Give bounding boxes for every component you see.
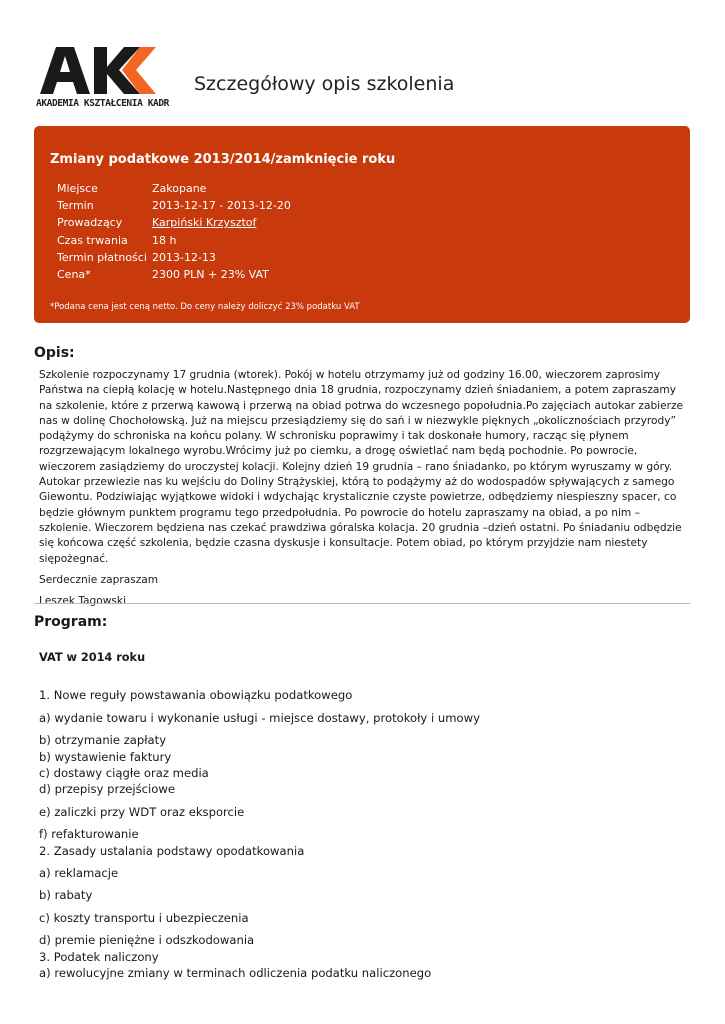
detail-value bbox=[152, 214, 291, 231]
program-item: c) koszty transportu i ubezpieczenia bbox=[39, 910, 249, 925]
program-item: a) wydanie towaru i wykonanie usługi - miejsce dostawy, protokoły i umowy bbox=[39, 710, 480, 725]
detail-label: Termin płatności bbox=[57, 250, 147, 264]
detail-row-location bbox=[57, 180, 291, 197]
program-item: 3. Podatek naliczony bbox=[39, 949, 159, 964]
program-item: b) wystawienie faktury bbox=[39, 749, 172, 764]
program-item: c) dostawy ciągłe oraz media bbox=[39, 766, 209, 781]
price-note: *Podana cena jest ceną netto. Do ceny należy doliczyć 23% podatku VAT bbox=[50, 302, 360, 312]
instructor-link[interactable]: Karpiński Krzysztof bbox=[152, 216, 257, 230]
program-subtitle: VAT w 2014 roku bbox=[39, 651, 146, 664]
course-info-card bbox=[34, 126, 690, 323]
program-item: 2. Zasady ustalania podstawy opodatkowania bbox=[39, 843, 305, 858]
detail-value: 2013-12-17 - 2013-12-20 bbox=[152, 199, 291, 213]
program-heading: Program: bbox=[34, 614, 108, 630]
program-item: e) zaliczki przy WDT oraz eksporcie bbox=[39, 804, 245, 819]
description-closing: Serdecznie zapraszam bbox=[39, 573, 159, 586]
description-signature: Leszek Tagowski bbox=[39, 595, 127, 608]
detail-label: Czas trwania bbox=[57, 233, 128, 247]
detail-row-dates bbox=[57, 197, 291, 214]
akk-logo bbox=[36, 44, 176, 114]
detail-value: 2013-12-13 bbox=[152, 250, 216, 264]
detail-value: Zakopane bbox=[152, 182, 207, 196]
detail-label: Miejsce bbox=[57, 182, 98, 196]
detail-label: Cena* bbox=[57, 268, 91, 282]
program-item: b) rabaty bbox=[39, 888, 93, 903]
page-header bbox=[36, 44, 696, 114]
program-item: d) premie pieniężne i odszkodowania bbox=[39, 933, 255, 948]
logo-subtitle: AKADEMIA KSZTAŁCENIA KADR bbox=[36, 98, 169, 109]
description-heading: Opis: bbox=[34, 345, 75, 361]
section-divider bbox=[34, 603, 690, 604]
description-body: Szkolenie rozpoczynamy 17 grudnia (wtorek). Pokój w hotelu otrzymamy już od godziny 16.00, wieczorem zaprosimy Państwa na ciepłą kolację w hotelu.Następnego dnia 18 grudnia, rozpoczynamy dzień śniadaniem, a potem zapraszamy na szkolenie, które z przerwą kawową i przerwą na obiad potrwa do wczesnego popołudnia.Po zajęciach autokar zabierze nas w dolinę Chochołowską. Już na miejscu przesiądziemy się do sań i w niezwykle pięknych „okolicznościach przyrody” podążymy do schroniska na końcu polany. W schronisku poprawimy i tak doskonałe humory, racząc się płynem rozgrzewającym lokalnego wyrobu.Wrócimy już po ciemku, a drogę oświetlać nam będą pochodnie. Po powrocie, wieczorem zasiądziemy do uroczystej kolacji. Kolejny dzień 19 grudnia – rano śniadanko, po którym wyruszamy w góry. Autokar przewiezie nas ku wejściu do Doliny Strążyskiej, którą to podążymy aż do wodospadów spływających z samego Giewontu. Podziwiając wyjątkowe widoki i wdychając krystalicznie czyste powietrze, odbędziemy niespieszny spacer, co będzie głównym punktem programu tego przedpołudnia. Po powrocie do hotelu zapraszamy na obiad, a po nim – szkolenie. Wieczorem będziena nas czekać prawdziwa góralska kolacja. 20 grudnia –dzień ostatni. Po śniadaniu odbędzie się końcowa część szkolenia, będzie czasna dyskusje i konsultacje. Potem obiad, po którym przyjdzie nam niestety siępożegnać. bbox=[39, 369, 684, 565]
description-section bbox=[39, 368, 687, 615]
program-item: 1. Nowe reguły powstawania obowiązku podatkowego bbox=[39, 688, 353, 703]
program-item: f) refakturowanie bbox=[39, 827, 139, 842]
course-details-table bbox=[57, 180, 291, 283]
akk-logo-mark bbox=[36, 44, 171, 96]
page-title: Szczegółowy opis szkolenia bbox=[194, 73, 455, 95]
detail-row-payment-deadline bbox=[57, 249, 291, 266]
program-item: d) przepisy przejściowe bbox=[39, 782, 175, 797]
program-section bbox=[39, 650, 687, 982]
detail-value: 18 h bbox=[152, 233, 177, 247]
program-item: b) otrzymanie zapłaty bbox=[39, 733, 167, 748]
program-item: a) rewolucyjne zmiany w terminach odliczenia podatku naliczonego bbox=[39, 966, 432, 981]
course-title: Zmiany podatkowe 2013/2014/zamknięcie roku bbox=[50, 152, 396, 167]
detail-row-duration bbox=[57, 232, 291, 249]
detail-label: Prowadzący bbox=[57, 216, 123, 230]
detail-value: 2300 PLN + 23% VAT bbox=[152, 268, 269, 282]
detail-row-price bbox=[57, 266, 291, 283]
program-item: a) reklamacje bbox=[39, 866, 119, 881]
detail-row-instructor bbox=[57, 214, 291, 231]
detail-label: Termin bbox=[57, 199, 94, 213]
